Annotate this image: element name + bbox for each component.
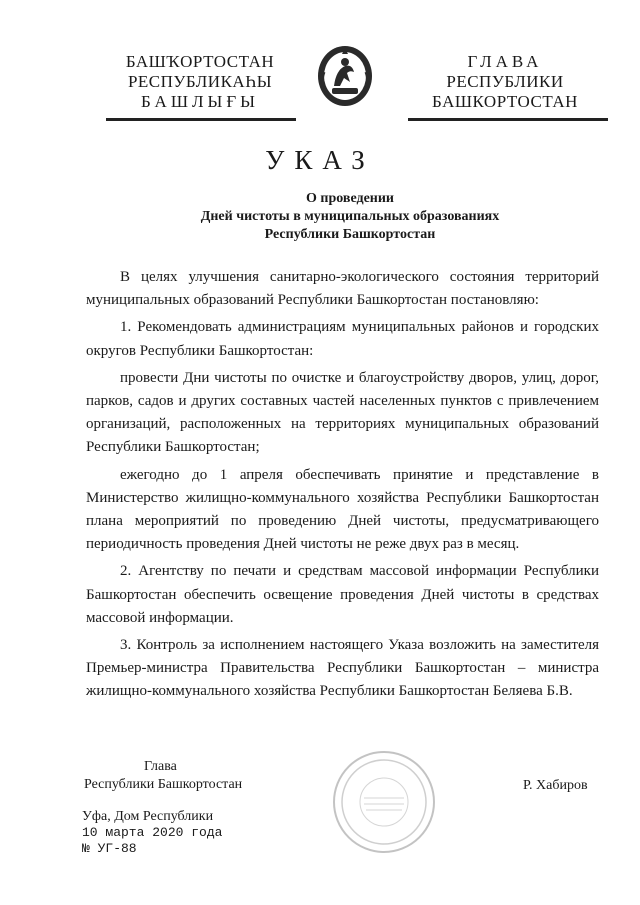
header-divider-left [106,118,296,121]
paragraph-item-1: 1. Рекомендовать администрациям муниципальных районов и городских округов Республики Башкортостан: [86,319,599,359]
header-right-line-1: ГЛАВА [467,52,543,71]
document-place-date [82,809,222,857]
place-location: Уфа, Дом Республики [82,809,214,824]
header-divider-right [408,118,608,121]
paragraph-item-1-a: провести Дни чистоты по очистке и благоустройству дворов, улиц, дорог, парков, садов и других составных частей населенных пунктов с привлечением организаций, расположенных на территориях муниципальных образований Республики Башкортостан; [86,369,599,456]
paragraph-item-2: 2. Агентству по печати и средствам массовой информации Республики Башкортостан обеспечить освещение проведения Дней чистоты в средствах массовой информации. [86,563,599,626]
header-left-line-3: БАШЛЫҒЫ [141,92,259,111]
signatory-position-line-1: Глава [144,759,177,774]
signatory-position-line-2: Республики Башкортостан [84,777,243,792]
subject-line-1: О проведении [306,191,394,206]
header-right-line-3: БАШКОРТОСТАН [432,92,578,111]
header-left-line-1: БАШҠОРТОСТАН [125,52,275,71]
document-subject [150,190,550,244]
paragraph-item-1-b: ежегодно до 1 апреля обеспечивать принятие и представление в Министерство жилищно-коммунального хозяйства Республики Башкортостан плана мероприятий по проведению Дней чистоты, предусматривающего периодичность проведения Дней чистоты не реже двух раз в месяц. [86,466,599,553]
document-title: УКАЗ [265,145,375,175]
header-left-line-2: РЕСПУБЛИКАҺЫ [127,72,273,91]
header-left-bashkir [110,52,290,112]
header-right-line-2: РЕСПУБЛИКИ [446,72,564,91]
signatory-name: Р. Хабиров [523,778,588,793]
bashkortostan-emblem-icon [314,42,376,108]
subject-line-2: Дней чистоты в муниципальных образованиях [200,209,500,224]
subject-line-3: Республики Башкортостан [264,227,436,242]
document-number: № УГ-88 [82,841,137,856]
paragraph-preamble: В целях улучшения санитарно-экологического состояния территорий муниципальных образований Республики Башкортостан постановляю: [86,269,599,309]
paragraph-item-3: 3. Контроль за исполнением настоящего Указа возложить на заместителя Премьер-министра Правительства Республики Башкортостан – министра жилищно-коммунального хозяйства Республики Башкортостан Беляева Б.В. [86,637,599,700]
official-stamp-icon [330,748,438,856]
signatory-position [84,758,284,794]
decree-body [86,266,599,708]
header-right-russian [420,52,590,112]
place-date: 10 марта 2020 года [82,825,223,840]
